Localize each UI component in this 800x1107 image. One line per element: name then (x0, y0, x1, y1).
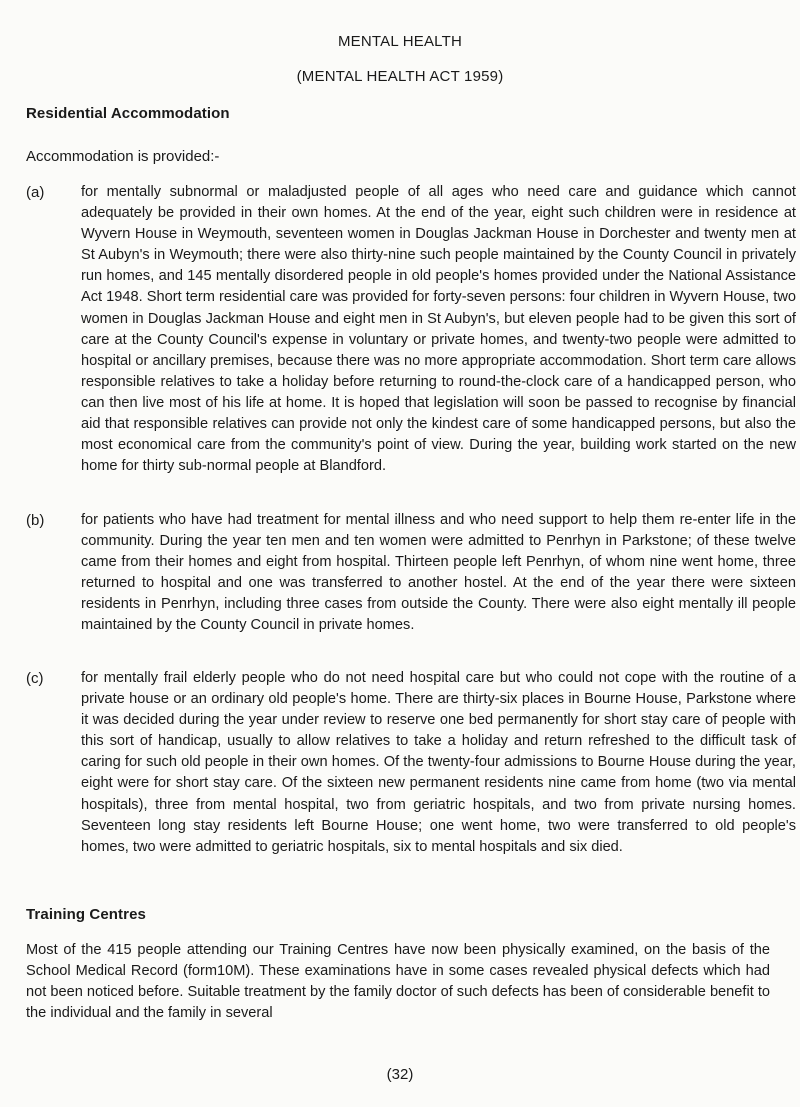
page-title: MENTAL HEALTH (337, 33, 462, 50)
list-item-b (26, 510, 796, 660)
list-item-text: for mentally frail elderly people who do not need hospital care but who could not cope with the routine of a private house or an ordinary old people's home. There are thirty-six places in Bourne House, Parkstone where it was decided during the year under review to reserve one bed permanently for short stay care of people with this sort of handicap, usually to allow relatives to take a holiday and return refreshed to the difficult task of caring for such old people in their own homes. Of the twenty-four admissions to Bourne House during the year, eight were for short stay care. Of the sixteen new permanent residents nine came from home (two via mental hospitals), three from mental hospital, two from geriatric hospitals, and two from private nursing homes. Seventeen long stay residents left Bourne House; one went home, two were transferred to old people's homes, two were admitted to geriatric hospitals, six to mental hospitals and six died. (81, 670, 796, 855)
page-subtitle: (MENTAL HEALTH ACT 1959) (296, 68, 504, 85)
list-marker: (c) (26, 670, 44, 687)
section-heading-residential: Residential Accommodation (26, 105, 230, 122)
list-marker: (b) (26, 512, 45, 529)
page-number: (32) (386, 1066, 414, 1083)
intro-text: Accommodation is provided:- (26, 148, 220, 165)
list-item-text: for patients who have had treatment for mental illness and who need support to help them re-enter life in the community. During the year ten men and ten women were admitted to Penrhyn in Parkstone; of these twelve came from their homes and eight from hospital. Thirteen people left Penrhyn, of whom nine went home, three returned to hospital and one was transferred to another hostel. At the end of the year there were sixteen residents in Penrhyn, including three cases from outside the County. There were also eight mentally ill people maintained by the County Council in private homes. (81, 512, 796, 634)
list-item-text: for mentally subnormal or maladjusted people of all ages who need care and guidance which cannot adequately be provided in their own homes. At the end of the year, eight such children were in residence at Wyvern House in Weymouth, seventeen women in Douglas Jackman House in Dorchester and twenty men at St Aubyn's in Weymouth; there were also thirty-nine such people maintained by the County Council in privately run homes, and 145 mentally disordered people in old people's homes provided under the National Assistance Act 1948. Short term residential care was provided for forty-seven persons: four children in Wyvern House, two women in Douglas Jackman House and eight men in St Aubyn's, but eleven people had to be given this sort of care at the County Council's expense in voluntary or private homes, and twenty-two people were admitted to hospital or ancillary premises, because there was no more appropriate accommodation. Short term care allows responsible relatives to take a holiday before returning to round-the-clock care of a handicapped person, who can then live most of his life at home. It is hoped that legislation will soon be passed to recognise by financial aid that responsible relatives can provide not only the kindest care of some handicapped persons, but also the most economical care from the community's point of view. During the year, building work started on the new home for thirty sub-normal people at Blandford. (81, 184, 796, 475)
list-marker: (a) (26, 184, 45, 201)
training-paragraph: Most of the 415 people attending our Training Centres have now been physically examined, on the basis of the School Medical Record (form10M). These examinations have in some cases revealed physical defects which had not been noticed before. Suitable treatment by the family doctor of such defects has been of considerable benefit to the individual and the family in several (26, 942, 770, 1022)
list-item-c (26, 668, 796, 855)
section-heading-training: Training Centres (26, 906, 146, 923)
